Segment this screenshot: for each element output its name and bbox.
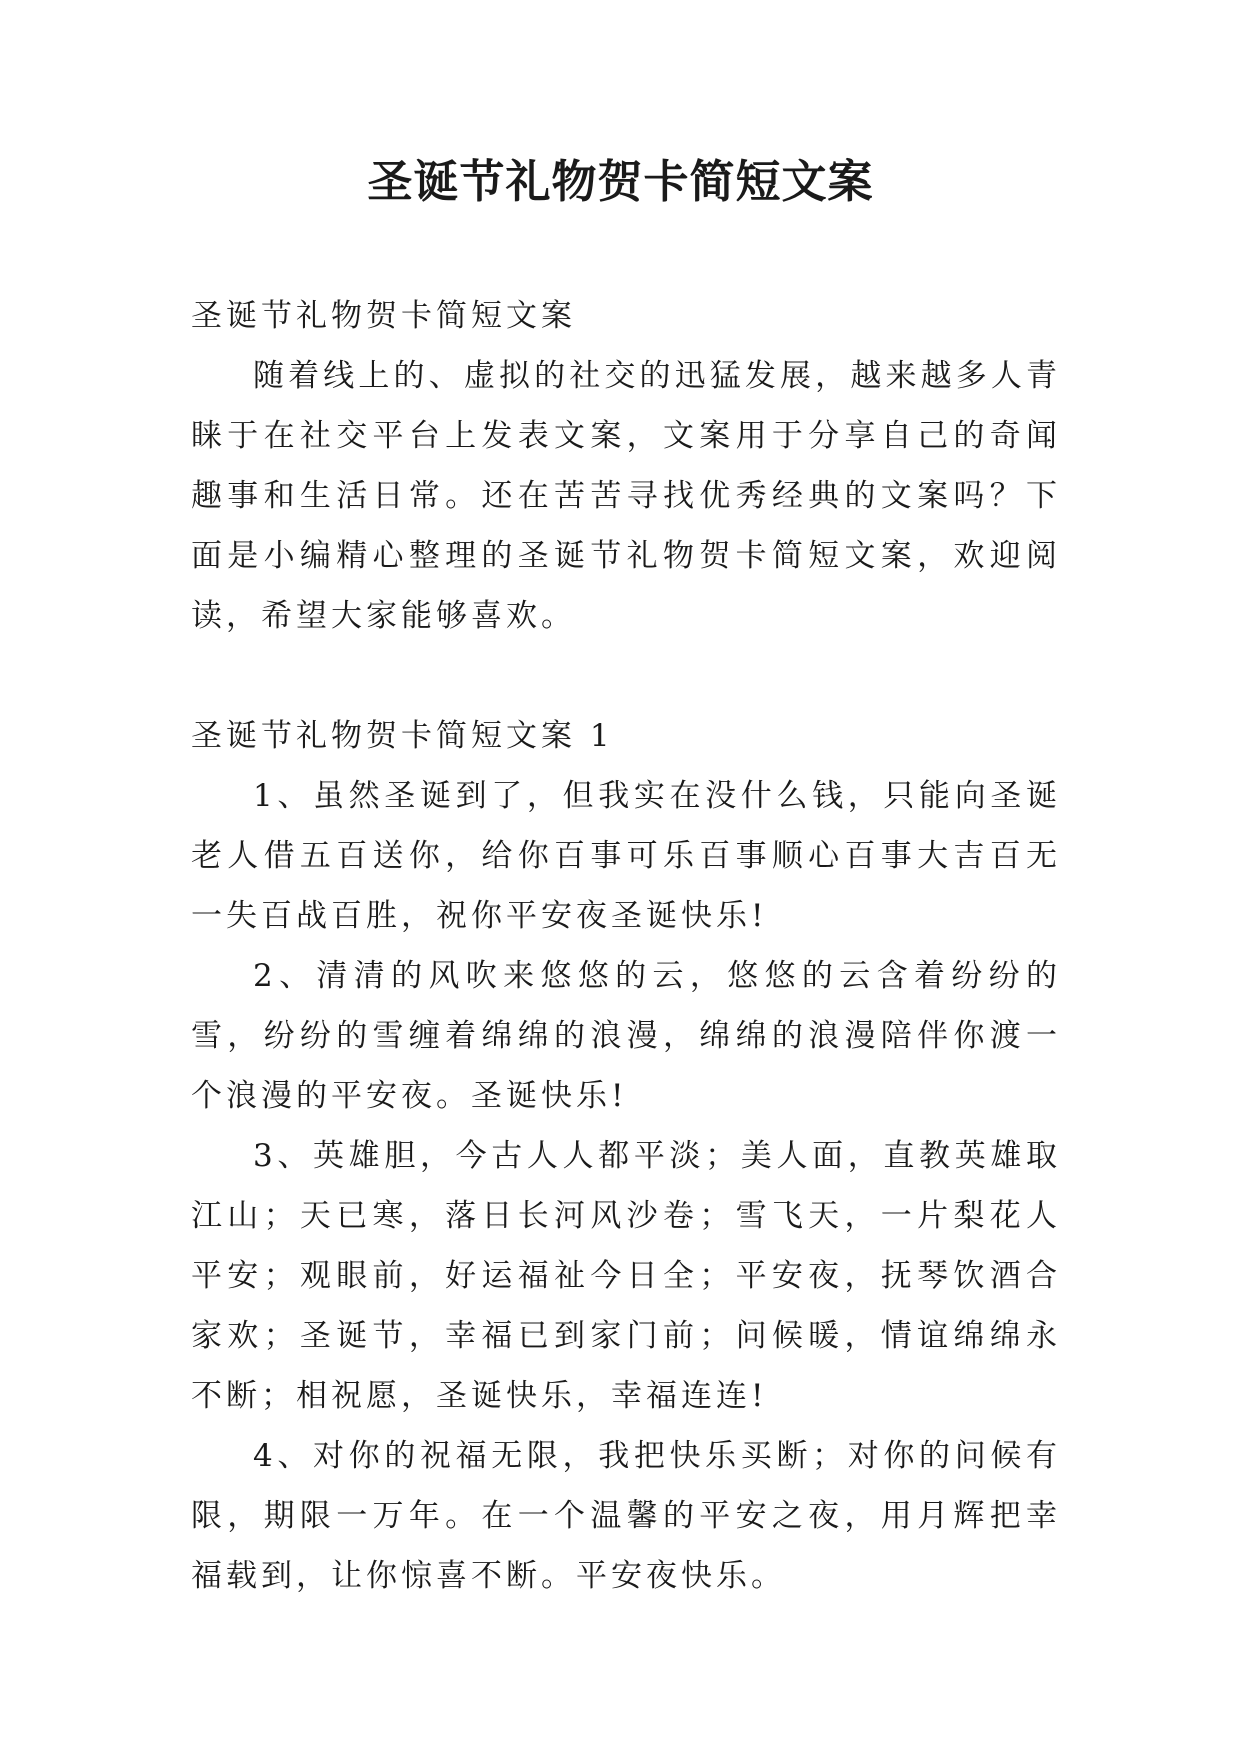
document-body [191, 286, 1061, 1606]
section-heading: 圣诞节礼物贺卡简短文案 1 [191, 718, 614, 754]
document-title: 圣诞节礼物贺卡简短文案 [367, 155, 874, 208]
intro-paragraph: 随着线上的、虚拟的社交的迅猛发展，越来越多人青睐于在社交平台上发表文案，文案用于分享自己的奇闻趣事和生活日常。还在苦苦寻找优秀经典的文案吗？下面是小编精心整理的圣诞节礼物贺卡简短文案，欢迎阅读，希望大家能够喜欢。 [191, 358, 1061, 634]
intro-heading: 圣诞节礼物贺卡简短文案 [191, 298, 576, 334]
list-item: 1、虽然圣诞到了，但我实在没什么钱，只能向圣诞老人借五百送你，给你百事可乐百事顺心百事大吉百无一失百战百胜，祝你平安夜圣诞快乐! [191, 778, 1061, 934]
list-item: 3、英雄胆，今古人人都平淡；美人面，直教英雄取江山；天已寒，落日长河风沙卷；雪飞天，一片梨花人平安；观眼前，好运福祉今日全；平安夜，抚琴饮酒合家欢；圣诞节，幸福已到家门前；问候暖，情谊绵绵永不断；相祝愿，圣诞快乐，幸福连连! [191, 1138, 1061, 1414]
list-item: 4、对你的祝福无限，我把快乐买断；对你的问候有限，期限一万年。在一个温馨的平安之夜，用月辉把幸福载到，让你惊喜不断。平安夜快乐。 [191, 1438, 1061, 1594]
section-spacer [191, 646, 1061, 706]
list-item: 2、清清的风吹来悠悠的云，悠悠的云含着纷纷的雪，纷纷的雪缠着绵绵的浪漫，绵绵的浪漫陪伴你渡一个浪漫的平安夜。圣诞快乐! [191, 958, 1061, 1114]
